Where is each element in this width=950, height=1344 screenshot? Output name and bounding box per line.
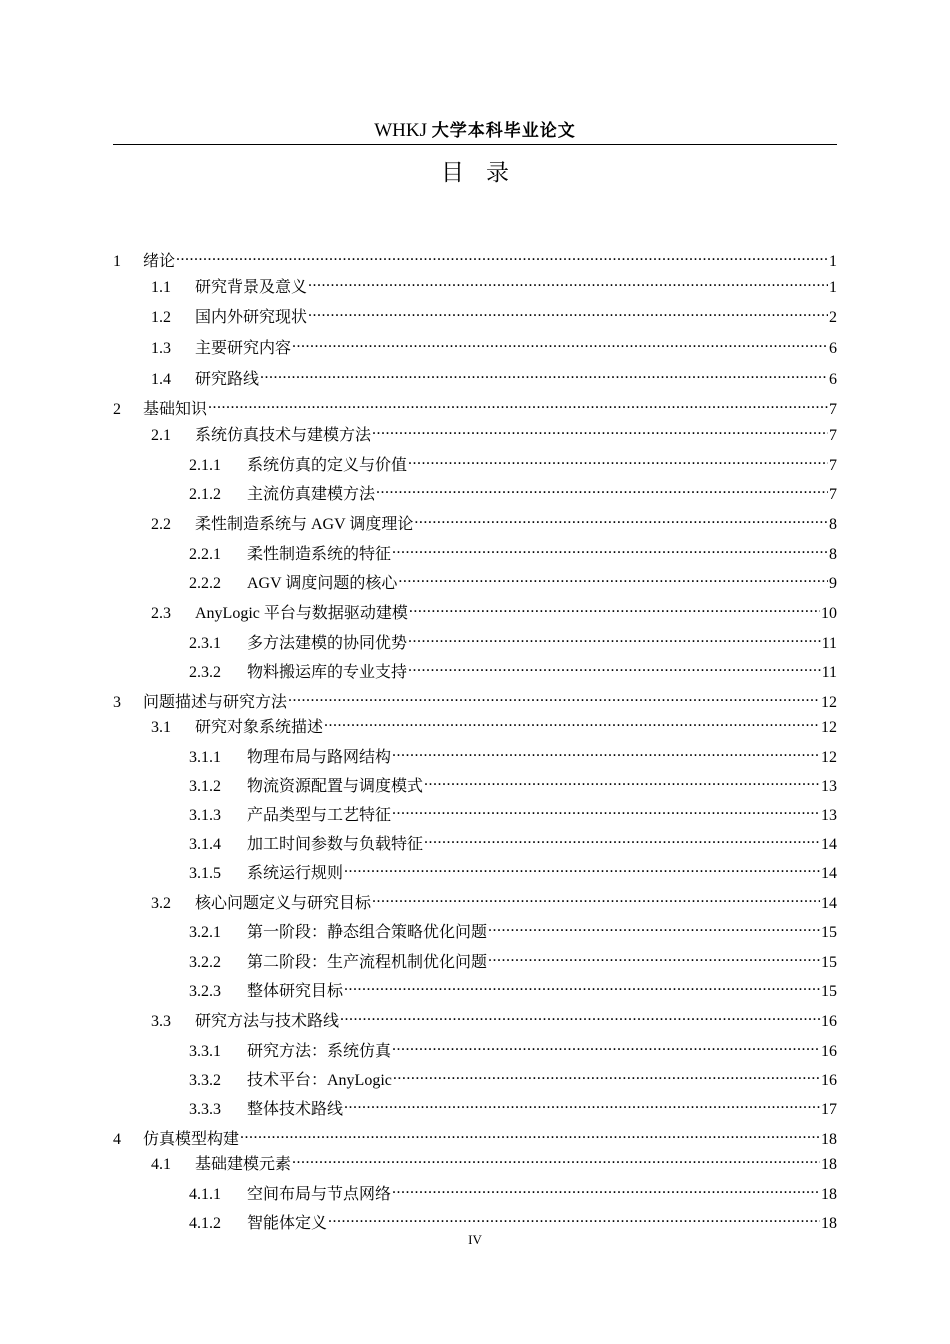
toc-entry-number: 2.3.1: [189, 635, 221, 652]
toc-entry-label: 基础知识: [143, 401, 208, 418]
toc-entry-label: 研究路线: [195, 371, 260, 388]
toc-entry-page: 15: [821, 924, 837, 941]
toc-entry[interactable]: [189, 1179, 837, 1205]
toc-entry-number: 4.1.2: [189, 1215, 221, 1232]
toc-entry-label: 加工时间参数与负载特征: [247, 836, 424, 853]
toc-entry-leader-dots: [176, 246, 828, 266]
toc-entry-number: 1.3: [151, 340, 171, 357]
toc-entry[interactable]: [189, 858, 837, 884]
toc-entry-leader-dots: [376, 479, 828, 499]
toc-entry-number: 1.2: [151, 309, 171, 326]
toc-entry-leader-dots: [344, 976, 820, 996]
toc-entry-leader-dots: [392, 539, 828, 559]
toc-entry-label: 整体研究目标: [247, 983, 344, 1000]
toc-entry-page: 1: [829, 253, 837, 270]
toc-entry-page: 6: [829, 340, 837, 357]
toc-entry-leader-dots: [288, 687, 820, 707]
toc-entry-leader-dots: [392, 1036, 820, 1056]
toc-entry-page: 6: [829, 371, 837, 388]
toc-entry-leader-dots: [392, 742, 820, 762]
toc-entry[interactable]: [189, 450, 837, 476]
toc-entry-page: 16: [821, 1043, 837, 1060]
toc-entry-label: 智能体定义: [247, 1215, 328, 1232]
toc-entry-number: 3.1: [151, 719, 171, 736]
toc-entry-number: 2.2.2: [189, 575, 221, 592]
toc-entry-label: AnyLogic 平台与数据驱动建模: [195, 605, 408, 622]
toc-entry-label: 研究对象系统描述: [195, 719, 324, 736]
toc-entry-number: 3.3: [151, 1013, 171, 1030]
toc-entry-page: 11: [821, 664, 837, 681]
toc-entry-label: 主流仿真建模方法: [247, 486, 376, 503]
toc-entry-label: 第一阶段：静态组合策略优化问题: [247, 924, 488, 941]
toc-entry[interactable]: [151, 364, 837, 390]
toc-entry-label: 问题描述与研究方法: [143, 694, 288, 711]
toc-entry-leader-dots: [308, 302, 828, 322]
toc-entry-page: 14: [821, 895, 837, 912]
toc-entry-number: 2.3: [151, 605, 171, 622]
toc-entry[interactable]: [189, 539, 837, 565]
toc-entry[interactable]: [189, 800, 837, 826]
toc-entry-leader-dots: [308, 272, 828, 292]
toc-entry-label: 基础建模元素: [195, 1156, 292, 1173]
toc-entry-leader-dots: [488, 917, 820, 937]
toc-entry-page: 16: [821, 1072, 837, 1089]
toc-entry[interactable]: [189, 1036, 837, 1062]
toc-entry-number: 3.3.1: [189, 1043, 221, 1060]
toc-entry-label: 空间布局与节点网络: [247, 1186, 392, 1203]
toc-entry-leader-dots: [372, 888, 820, 908]
toc-entry-number: 1: [113, 253, 121, 270]
toc-entry-number: 3: [113, 694, 121, 711]
toc-entry-page: 13: [821, 778, 837, 795]
toc-entry[interactable]: [113, 687, 837, 713]
toc-entry-page: 13: [821, 807, 837, 824]
toc-entry-number: 2.3.2: [189, 664, 221, 681]
toc-entry-leader-dots: [393, 1065, 820, 1085]
toc-entry-label: 研究方法：系统仿真: [247, 1043, 392, 1060]
toc-entry-leader-dots: [328, 1208, 820, 1228]
toc-entry-page: 2: [829, 309, 837, 326]
toc-entry-label: 系统仿真的定义与价值: [247, 457, 408, 474]
toc-entry-page: 14: [821, 836, 837, 853]
toc-entry[interactable]: [189, 742, 837, 768]
toc-entry[interactable]: [189, 917, 837, 943]
toc-entry[interactable]: [189, 1208, 837, 1234]
toc-entry-page: 8: [829, 546, 837, 563]
page-number: IV: [468, 1232, 482, 1247]
toc-entry[interactable]: [151, 888, 837, 914]
toc-entry-leader-dots: [240, 1124, 820, 1144]
toc-entry[interactable]: [151, 598, 837, 624]
toc-entry-page: 17: [821, 1101, 837, 1118]
toc-entry-page: 10: [821, 605, 837, 622]
toc-entry-page: 18: [821, 1215, 837, 1232]
toc-entry[interactable]: [151, 509, 837, 535]
toc-entry-label: 国内外研究现状: [195, 309, 308, 326]
toc-entry-number: 2.1.1: [189, 457, 221, 474]
toc-entry-leader-dots: [344, 1094, 820, 1114]
toc-entry-label: 研究背景及意义: [195, 279, 308, 296]
toc-entry-page: 15: [821, 954, 837, 971]
toc-title: 目录: [441, 160, 531, 186]
toc-entry-label: 柔性制造系统与 AGV 调度理论: [195, 516, 414, 533]
toc-entry-label: 物料搬运库的专业支持: [247, 664, 408, 681]
toc-entry-label: 主要研究内容: [195, 340, 292, 357]
toc-entry[interactable]: [189, 1065, 837, 1091]
header-title: 大学本科毕业论文: [431, 121, 576, 141]
toc-entry-number: 2: [113, 401, 121, 418]
toc-entry[interactable]: [151, 1149, 837, 1175]
toc-entry-number: 3.3.2: [189, 1072, 221, 1089]
toc-entry-leader-dots: [292, 1149, 820, 1169]
toc-entry[interactable]: [189, 771, 837, 797]
toc-entry[interactable]: [189, 1094, 837, 1120]
toc-entry-number: 4.1.1: [189, 1186, 221, 1203]
toc-entry[interactable]: [151, 272, 837, 298]
toc-entry-page: 7: [829, 486, 837, 503]
toc-entry[interactable]: [189, 479, 837, 505]
toc-entry[interactable]: [189, 829, 837, 855]
toc-entry-number: 3.1.4: [189, 836, 221, 853]
toc-entry-number: 3.1.5: [189, 865, 221, 882]
toc-entry-label: 仿真模型构建: [143, 1131, 240, 1148]
toc-entry-label: 技术平台：AnyLogic: [247, 1072, 392, 1089]
toc-entry[interactable]: [151, 302, 837, 328]
toc-entry-number: 4.1: [151, 1156, 171, 1173]
toc-entry-label: 柔性制造系统的特征: [247, 546, 392, 563]
page-header: [113, 118, 837, 145]
toc-entry-number: 3.1.1: [189, 749, 221, 766]
toc-entry[interactable]: [189, 628, 837, 654]
toc-entry[interactable]: [113, 1124, 837, 1150]
toc-entry-page: 9: [829, 575, 837, 592]
toc-entry-leader-dots: [409, 598, 820, 618]
toc-entry-number: 4: [113, 1131, 121, 1148]
toc-entry-leader-dots: [324, 712, 820, 732]
toc-entry-number: 1.4: [151, 371, 171, 388]
toc-entry-leader-dots: [408, 657, 821, 677]
toc-entry-leader-dots: [408, 628, 821, 648]
toc-entry-leader-dots: [408, 450, 828, 470]
toc-entry-page: 8: [829, 516, 837, 533]
toc-entry[interactable]: [151, 1006, 837, 1032]
toc-entry-page: 1: [829, 279, 837, 296]
toc-entry-label: 系统运行规则: [247, 865, 344, 882]
toc-entry-leader-dots: [208, 394, 828, 414]
toc-entry-page: 7: [829, 401, 837, 418]
toc-entry-leader-dots: [392, 800, 820, 820]
toc-entry-label: 核心问题定义与研究目标: [195, 895, 372, 912]
toc-entry[interactable]: [151, 712, 837, 738]
toc-entry-number: 1.1: [151, 279, 171, 296]
toc-entry-leader-dots: [414, 509, 828, 529]
toc-entry-leader-dots: [488, 947, 820, 967]
toc-entry-number: 2.1: [151, 427, 171, 444]
toc-entry-leader-dots: [340, 1006, 820, 1026]
toc-entry[interactable]: [189, 947, 837, 973]
toc-entry-label: 第二阶段：生产流程机制优化问题: [247, 954, 488, 971]
toc-entry-number: 3.1.2: [189, 778, 221, 795]
toc-entry-number: 3.3.3: [189, 1101, 221, 1118]
toc-entry[interactable]: [151, 333, 837, 359]
toc-entry-page: 18: [821, 1156, 837, 1173]
toc-entry-label: 多方法建模的协同优势: [247, 635, 408, 652]
toc-entry-number: 3.2: [151, 895, 171, 912]
toc-entry-page: 16: [821, 1013, 837, 1030]
toc-entry-label: AGV 调度问题的核心: [247, 575, 398, 592]
toc-entry-leader-dots: [260, 364, 828, 384]
toc-entry-leader-dots: [344, 858, 820, 878]
toc-entry-number: 3.2.1: [189, 924, 221, 941]
toc-entry-page: 12: [821, 749, 837, 766]
toc-entry-leader-dots: [292, 333, 828, 353]
toc-entry-leader-dots: [424, 829, 820, 849]
toc-entry-leader-dots: [398, 568, 828, 588]
toc-entry[interactable]: [189, 568, 837, 594]
toc-entry-leader-dots: [372, 420, 828, 440]
toc-entry[interactable]: [151, 420, 837, 446]
toc-entry-page: 18: [821, 1131, 837, 1148]
toc-entry-page: 12: [821, 719, 837, 736]
toc-entry-page: 7: [829, 457, 837, 474]
toc-entry-page: 14: [821, 865, 837, 882]
toc-entry-number: 2.2.1: [189, 546, 221, 563]
toc-entry[interactable]: [189, 976, 837, 1002]
toc-entry-number: 2.1.2: [189, 486, 221, 503]
header-prefix: WHKJ: [374, 120, 428, 141]
toc-entry-page: 7: [829, 427, 837, 444]
toc-entry-label: 绪论: [143, 253, 176, 270]
toc-entry-number: 3.2.2: [189, 954, 221, 971]
toc-entry-page: 18: [821, 1186, 837, 1203]
toc-entry[interactable]: [113, 246, 837, 272]
toc-entry-label: 产品类型与工艺特征: [247, 807, 392, 824]
toc-entry-label: 物流资源配置与调度模式: [247, 778, 424, 795]
toc-entry-page: 15: [821, 983, 837, 1000]
toc-entry-number: 2.2: [151, 516, 171, 533]
toc-entry-number: 3.1.3: [189, 807, 221, 824]
toc-entry[interactable]: [189, 657, 837, 683]
toc-entry-label: 整体技术路线: [247, 1101, 344, 1118]
toc-entry-number: 3.2.3: [189, 983, 221, 1000]
toc-entry-page: 11: [821, 635, 837, 652]
toc-entry-page: 12: [821, 694, 837, 711]
toc-entry-leader-dots: [392, 1179, 820, 1199]
toc-entry[interactable]: [113, 394, 837, 420]
toc-entry-label: 物理布局与路网结构: [247, 749, 392, 766]
toc-entry-leader-dots: [424, 771, 820, 791]
toc-entry-label: 系统仿真技术与建模方法: [195, 427, 372, 444]
toc-entry-label: 研究方法与技术路线: [195, 1013, 340, 1030]
